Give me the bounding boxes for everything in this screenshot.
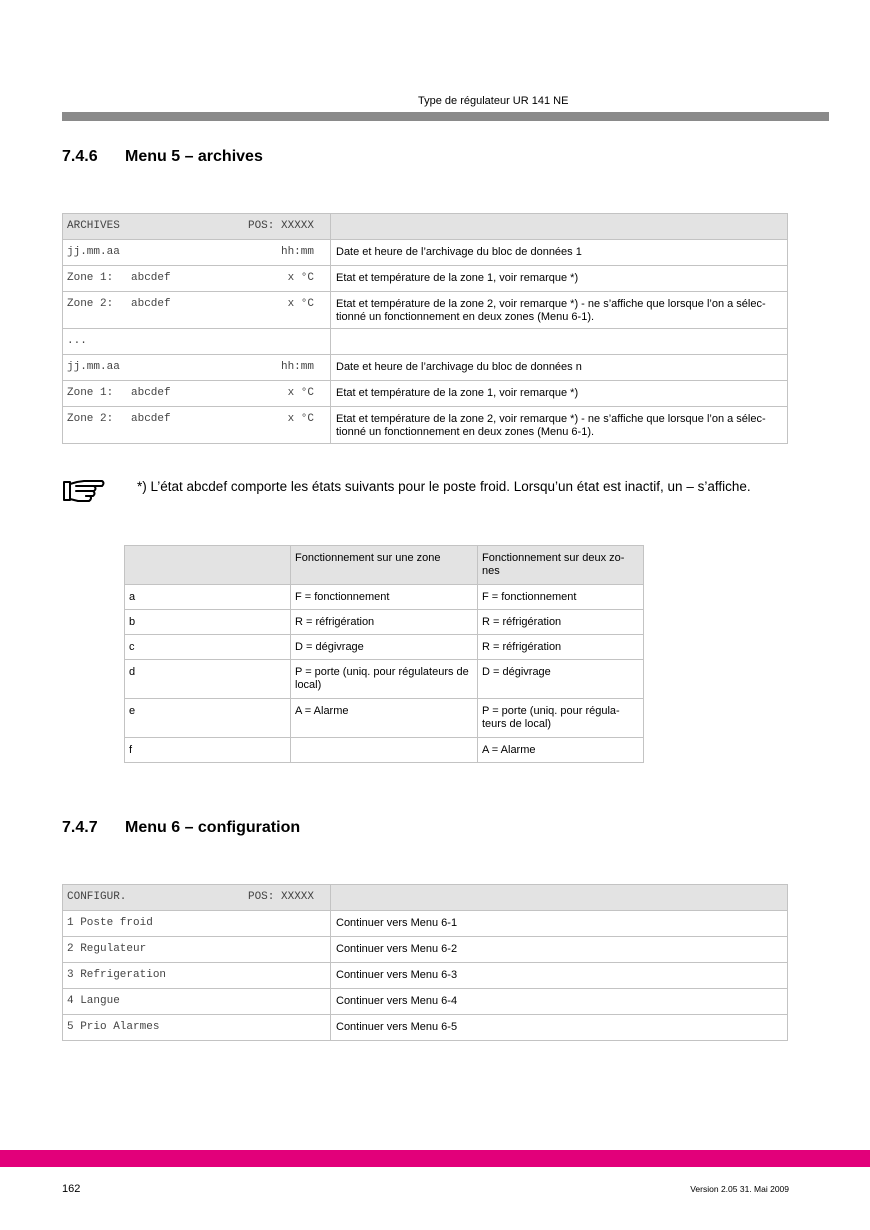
desc-cell [331, 214, 788, 240]
desc-cell: Continuer vers Menu 6-3 [331, 963, 788, 989]
table-cell: F = fonctionnement [291, 585, 478, 610]
table-cell: F = fonctionnement [478, 585, 644, 610]
table-row [63, 381, 788, 407]
desc-cell: Etat et température de la zone 2, voir remarque *) - ne s’affiche que lorsque l’on a sélec-tionné un fonctionnement en deux zones (Menu 6-1). [331, 292, 788, 329]
lcd-position: POS: XXXXX [247, 891, 314, 903]
table-cell: f [125, 738, 291, 763]
archives-table [62, 213, 788, 444]
table-cell: R = réfrigération [291, 610, 478, 635]
table-cell: a [125, 585, 291, 610]
table-cell: P = porte (uniq. pour régula-teurs de local) [478, 699, 644, 738]
lcd-cell [63, 329, 331, 355]
page-number: 162 [62, 1183, 81, 1195]
table-cell: R = réfrigération [478, 610, 644, 635]
section-title: Menu 5 – archives [125, 148, 263, 165]
table-cell: b [125, 610, 291, 635]
table-cell: R = réfrigération [478, 635, 644, 660]
lcd-cell [63, 214, 331, 240]
lcd-zone: Zone 1: [67, 272, 114, 284]
lcd-cell: 5 Prio Alarmes [63, 1015, 331, 1041]
table-header-row [125, 546, 644, 585]
column-header: Fonctionnement sur une zone [291, 546, 478, 585]
lcd-state: abcdef [131, 272, 171, 284]
lcd-state: abcdef [131, 298, 171, 310]
lcd-cell: 2 Regulateur [63, 937, 331, 963]
header-rule [62, 112, 829, 121]
lcd-left: jj.mm.aa [67, 246, 120, 258]
table-row [63, 355, 788, 381]
table-cell: c [125, 635, 291, 660]
lcd-left [67, 272, 171, 284]
table-cell: d [125, 660, 291, 699]
lcd-cell: 4 Langue [63, 989, 331, 1015]
lcd-left: jj.mm.aa [67, 361, 120, 373]
lcd-right: hh:mm [280, 246, 314, 258]
table-row [125, 660, 644, 699]
desc-cell: Continuer vers Menu 6-4 [331, 989, 788, 1015]
table-cell: e [125, 699, 291, 738]
table-cell: A = Alarme [478, 738, 644, 763]
lcd-right: hh:mm [280, 361, 314, 373]
lcd-right: x °C [287, 272, 314, 284]
footer-accent-bar [0, 1150, 870, 1167]
table-row [63, 937, 788, 963]
table-cell: D = dégivrage [478, 660, 644, 699]
desc-cell [331, 885, 788, 911]
table-cell: D = dégivrage [291, 635, 478, 660]
config-table [62, 884, 788, 1041]
table-row [125, 635, 644, 660]
section-747-heading [62, 819, 300, 837]
table-cell: P = porte (uniq. pour régulateurs de local) [291, 660, 478, 699]
section-number: 7.4.7 [62, 819, 98, 836]
lcd-header-label: CONFIGUR. [67, 891, 127, 903]
section-title: Menu 6 – configuration [125, 819, 301, 836]
table-row [63, 329, 788, 355]
lcd-left [67, 298, 171, 310]
column-header [125, 546, 291, 585]
lcd-right: x °C [287, 387, 314, 399]
table-row [63, 292, 788, 329]
column-header: Fonctionnement sur deux zo-nes [478, 546, 644, 585]
table-row [125, 699, 644, 738]
desc-cell: Date et heure de l’archivage du bloc de données 1 [331, 240, 788, 266]
lcd-cell: 3 Refrigeration [63, 963, 331, 989]
table-row [63, 989, 788, 1015]
table-row [63, 963, 788, 989]
version-date: Version 2.05 31. Mai 2009 [690, 1184, 789, 1194]
section-746-heading [62, 148, 263, 166]
lcd-cell: 1 Poste froid [63, 911, 331, 937]
lcd-cell [63, 266, 331, 292]
lcd-state: abcdef [131, 413, 171, 425]
lcd-state: abcdef [131, 387, 171, 399]
lcd-cell [63, 381, 331, 407]
lcd-cell [63, 355, 331, 381]
desc-cell: Continuer vers Menu 6-1 [331, 911, 788, 937]
desc-cell: Etat et température de la zone 1, voir remarque *) [331, 266, 788, 292]
lcd-right: x °C [287, 413, 314, 425]
desc-cell: Date et heure de l’archivage du bloc de données n [331, 355, 788, 381]
pointing-hand-icon [62, 478, 106, 504]
table-row [63, 240, 788, 266]
note-text: *) L’état abcdef comporte les états suivants pour le poste froid. Lorsqu’un état est inactif, un – s’affiche. [137, 479, 751, 494]
lcd-cell [63, 292, 331, 329]
desc-cell [331, 329, 788, 355]
section-number: 7.4.6 [62, 148, 98, 165]
table-row [63, 407, 788, 444]
lcd-zone: Zone 2: [67, 413, 114, 425]
lcd-left [67, 387, 171, 399]
lcd-cell [63, 407, 331, 444]
table-header-row [63, 214, 788, 240]
lcd-position: POS: XXXXX [247, 220, 314, 232]
table-row [125, 610, 644, 635]
table-row [63, 911, 788, 937]
lcd-right: x °C [287, 298, 314, 310]
table-row [63, 266, 788, 292]
table-header-row [63, 885, 788, 911]
desc-cell: Etat et température de la zone 2, voir remarque *) - ne s’affiche que lorsque l’on a sélec-tionné un fonctionnement en deux zones (Menu 6-1). [331, 407, 788, 444]
table-cell [291, 738, 478, 763]
table-cell: A = Alarme [291, 699, 478, 738]
lcd-cell [63, 240, 331, 266]
lcd-header-label: ARCHIVES [67, 220, 120, 232]
table-row [125, 585, 644, 610]
lcd-left [67, 413, 171, 425]
table-row [63, 1015, 788, 1041]
lcd-cell [63, 885, 331, 911]
desc-cell: Etat et température de la zone 1, voir remarque *) [331, 381, 788, 407]
table-row [125, 738, 644, 763]
lcd-zone: Zone 2: [67, 298, 114, 310]
lcd-ellipsis: ... [67, 335, 87, 347]
desc-cell: Continuer vers Menu 6-5 [331, 1015, 788, 1041]
lcd-zone: Zone 1: [67, 387, 114, 399]
document-header-title: Type de régulateur UR 141 NE [418, 95, 569, 107]
states-table [124, 545, 644, 763]
desc-cell: Continuer vers Menu 6-2 [331, 937, 788, 963]
